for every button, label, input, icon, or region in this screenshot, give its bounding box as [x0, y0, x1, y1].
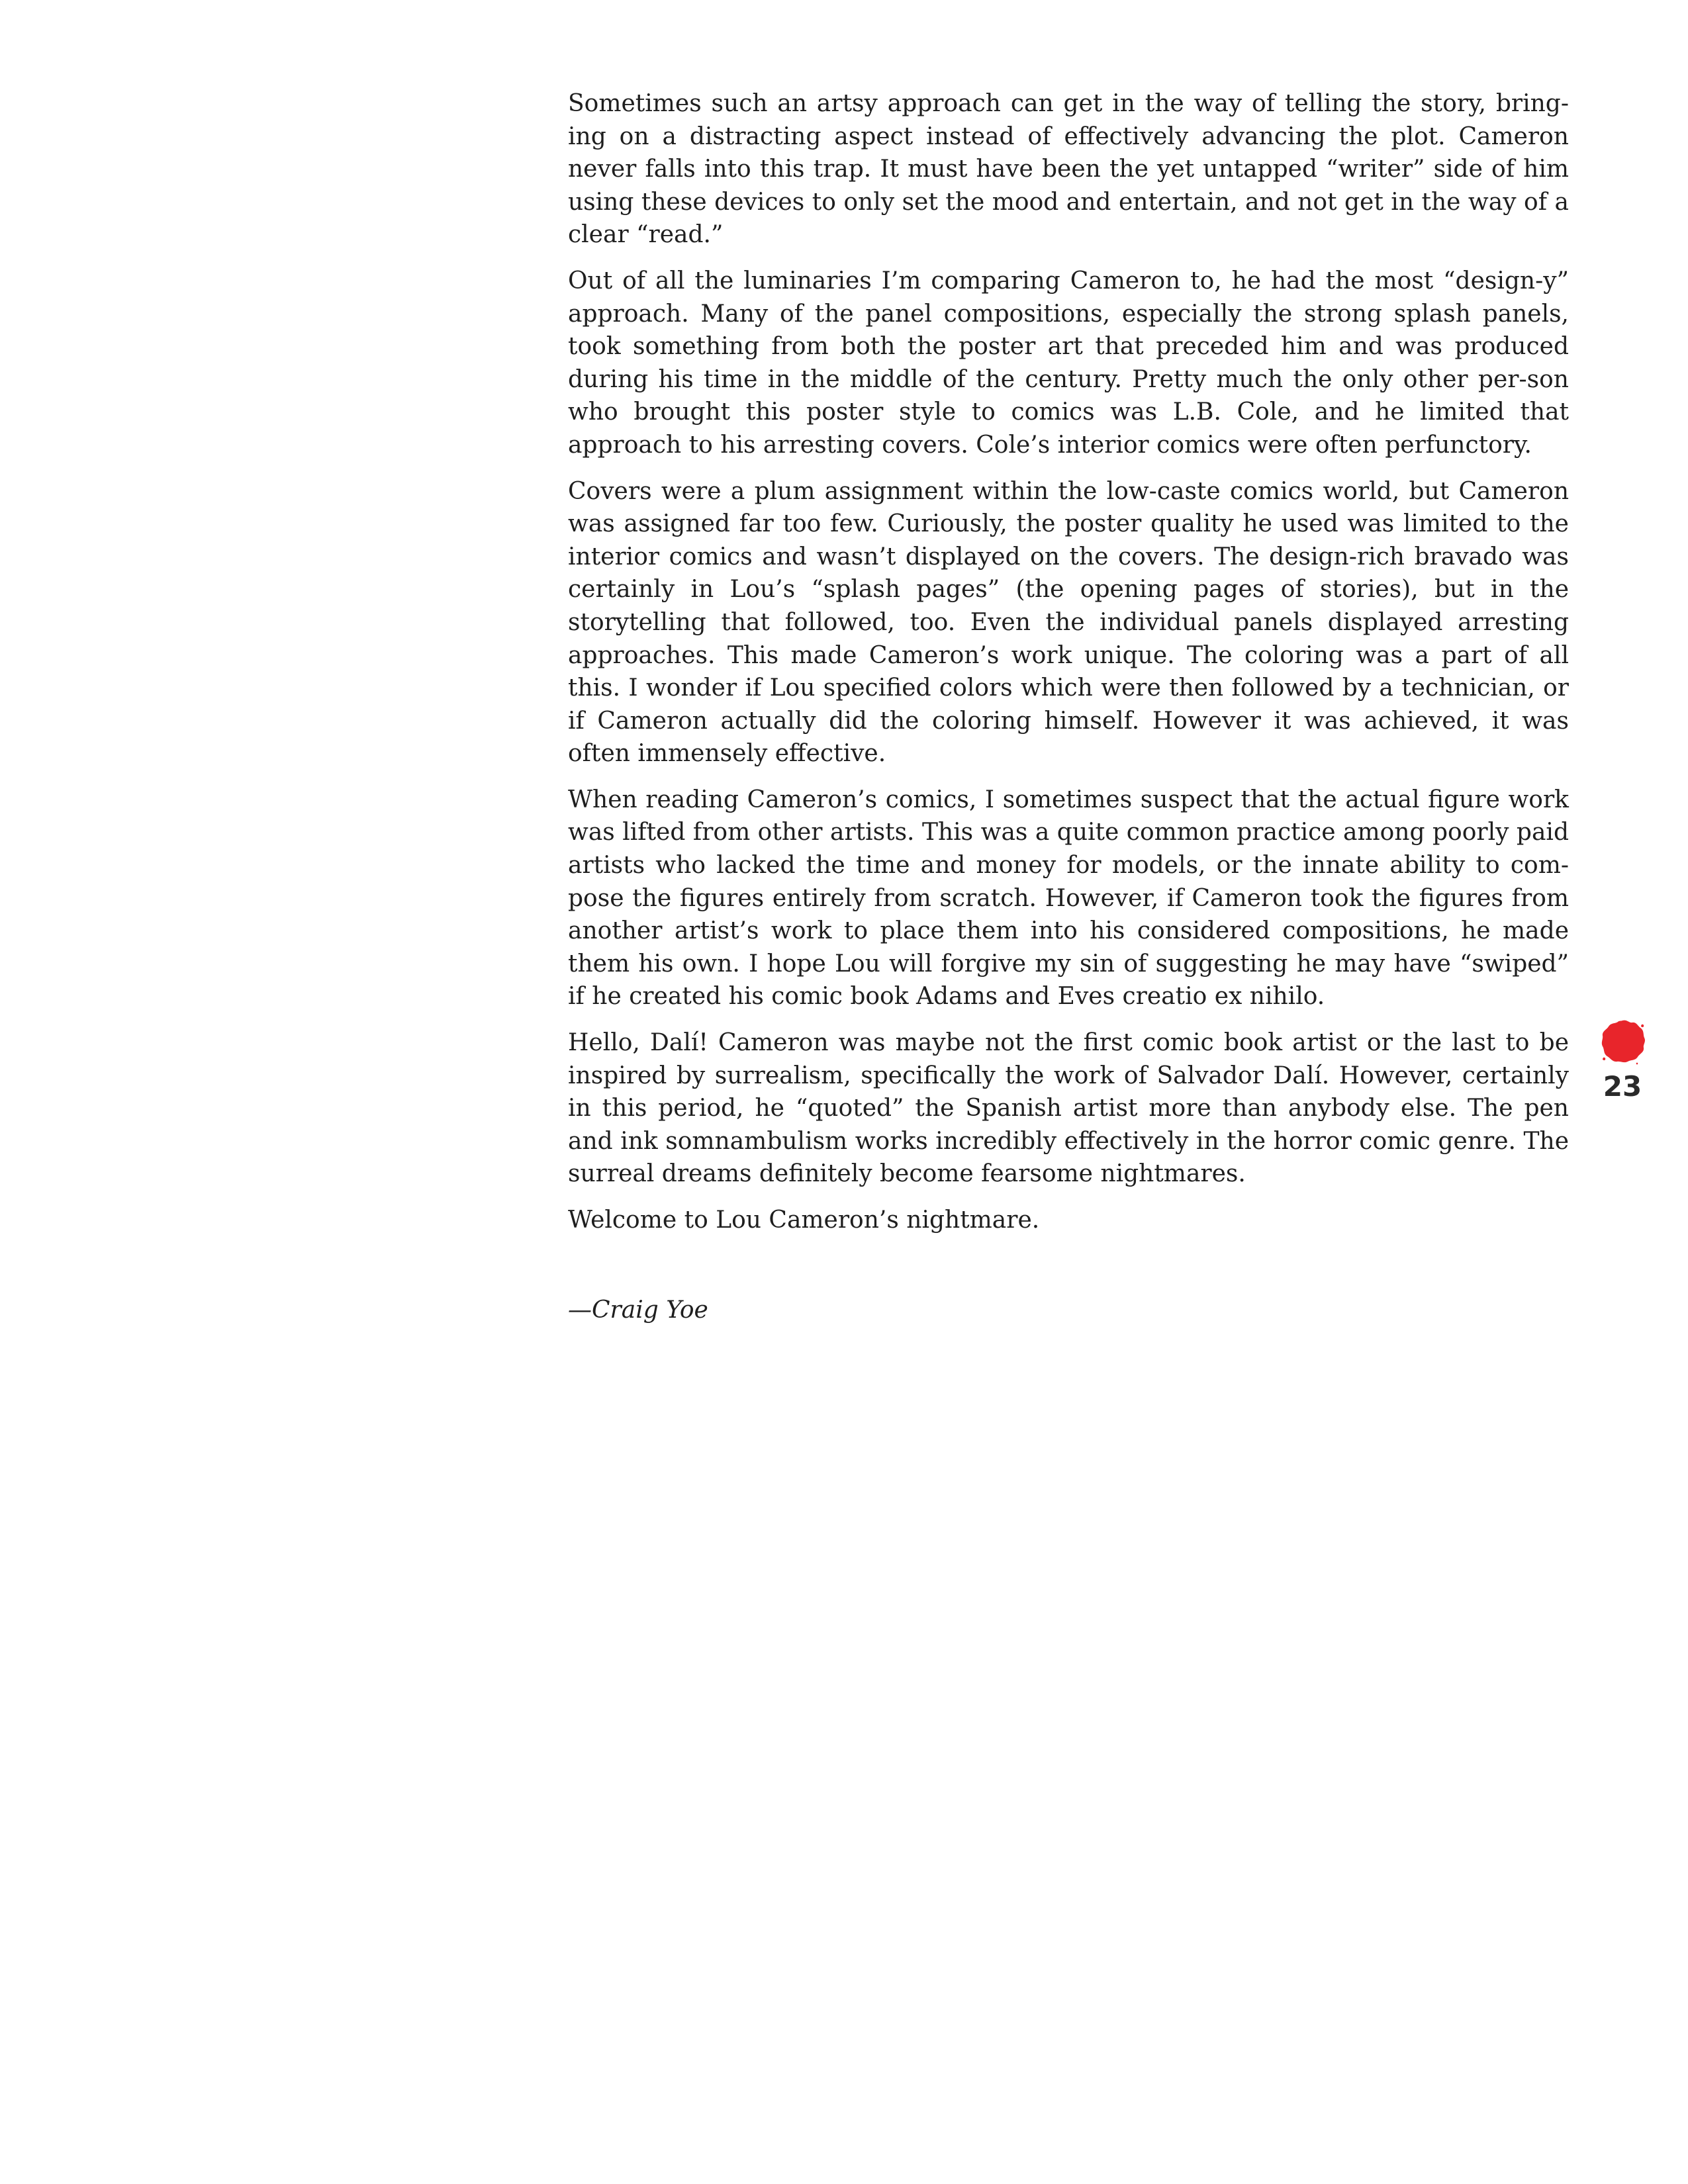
page-folio [1594, 1017, 1651, 1116]
paragraph-2: Out of all the luminaries I’m comparing Cameron to, he had the most “design-y” approach. Many of the panel compositions, especially the strong splash panels, took something from both the poster art that preceded him and was produced during his time in the middle of the century. Pretty much the only other per-son who brought this poster style to comics was L.B. Cole, and he limited that approach to his arresting covers. Cole’s interior comics were often perfunctory. [568, 267, 1569, 459]
paragraph-5: Hello, Dalí! Cameron was maybe not the first comic book artist or the last to be inspired by surrealism, specifically the work of Salvador Dalí. However, certainly in this period, he “quoted” the Spanish artist more than anybody else. The pen and ink somnambulism works incredibly effectively in the horror comic genre. The surreal dreams definitely become fearsome nightmares. [568, 1029, 1569, 1188]
paragraph-4: When reading Cameron’s comics, I sometimes suspect that the actual figure work was lifted from other artists. This was a quite common practice among poorly paid artists who lacked the time and money for models, or the innate ability to com-pose the figures entirely from scratch. However, if Cameron took the figures from another artist’s work to place them into his considered compositions, he made them his own. I hope Lou will forgive my sin of suggesting he may have “swiped” if he created his comic book Adams and Eves creatio ex nihilo. [568, 786, 1569, 1011]
paragraph-1: Sometimes such an artsy approach can get in the way of telling the story, bring-ing on a distracting aspect instead of effectively advancing the plot. Cameron never falls into this trap. It must have been the yet untapped “writer” side of him using these devices to only set the mood and entertain, and not get in the way of a clear “read.” [568, 90, 1569, 249]
article-body [568, 87, 1569, 1326]
paragraph-6: Welcome to Lou Cameron’s nightmare. [568, 1206, 1040, 1234]
page-number: 23 [1603, 1070, 1642, 1103]
author-signature: —Craig Yoe [568, 1296, 708, 1324]
red-ink-splat-icon [1598, 1017, 1647, 1066]
paragraph-3: Covers were a plum assignment within the low-caste comics world, but Cameron was assigned far too few. Curiously, the poster quality he used was limited to the interior comics and wasn’t displayed on the covers. The design-rich bravado was certainly in Lou’s “splash pages” (the opening pages of stories), but in the storytelling that followed, too. Even the individual panels displayed arresting approaches. This made Cameron’s work unique. The coloring was a part of all this. I wonder if Lou specified colors which were then followed by a technician, or if Cameron actually did the coloring himself. However it was achieved, it was often immensely effective. [568, 477, 1569, 768]
